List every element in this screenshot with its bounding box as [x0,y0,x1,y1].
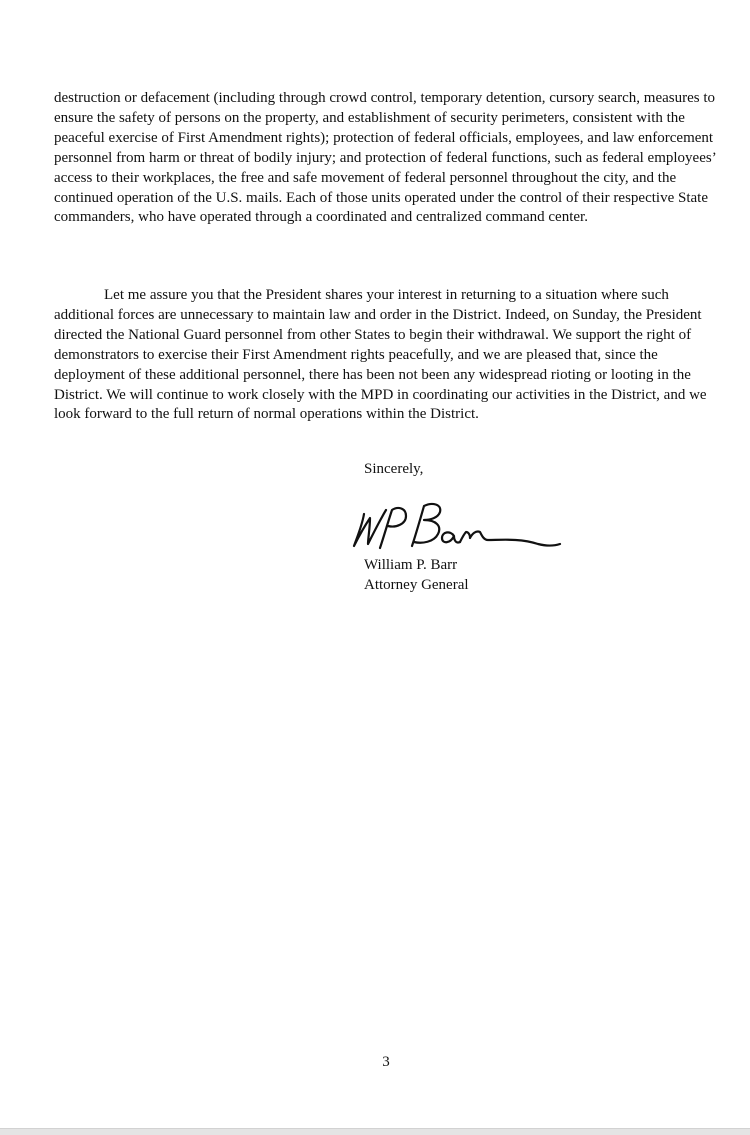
page-number: 3 [382,1054,390,1070]
signature [350,496,565,560]
closing-salutation: Sincerely, [364,461,424,477]
body-paragraph-2: Let me assure you that the President shares your interest in returning to a situation where such additional forces are unnecessary to maintain law and order in the District. Indeed, on Sunday, the President directed the National Guard personnel from other States to begin their withdrawal. We support the right of demonstrators to exercise their First Amendment rights peacefully, and we are pleased that, since the deployment of these additional personnel, there has been not been any widespread rioting or looting in the District. We will continue to work closely with the MPD in coordinating our activities in the District, and we look forward to the full return of normal operations within the District. [54,287,707,423]
signer-title: Attorney General [364,577,469,593]
signer-name: William P. Barr [364,557,458,573]
body-paragraph-1: destruction or defacement (including through crowd control, temporary detention, cursory search, measures to ensure the safety of persons on the property, and establishment of security perimeters, consistent with the peaceful exercise of First Amendment rights); protection of federal officials, employees, and law enforcement personnel from harm or threat of bodily injury; and protection of federal functions, such as federal employees’ access to their workplaces, the free and safe movement of federal personnel throughout the city, and the continued operation of the U.S. mails. Each of those units operated under the control of their respective State commanders, who have operated through a coordinated and centralized command center. [54,90,716,226]
